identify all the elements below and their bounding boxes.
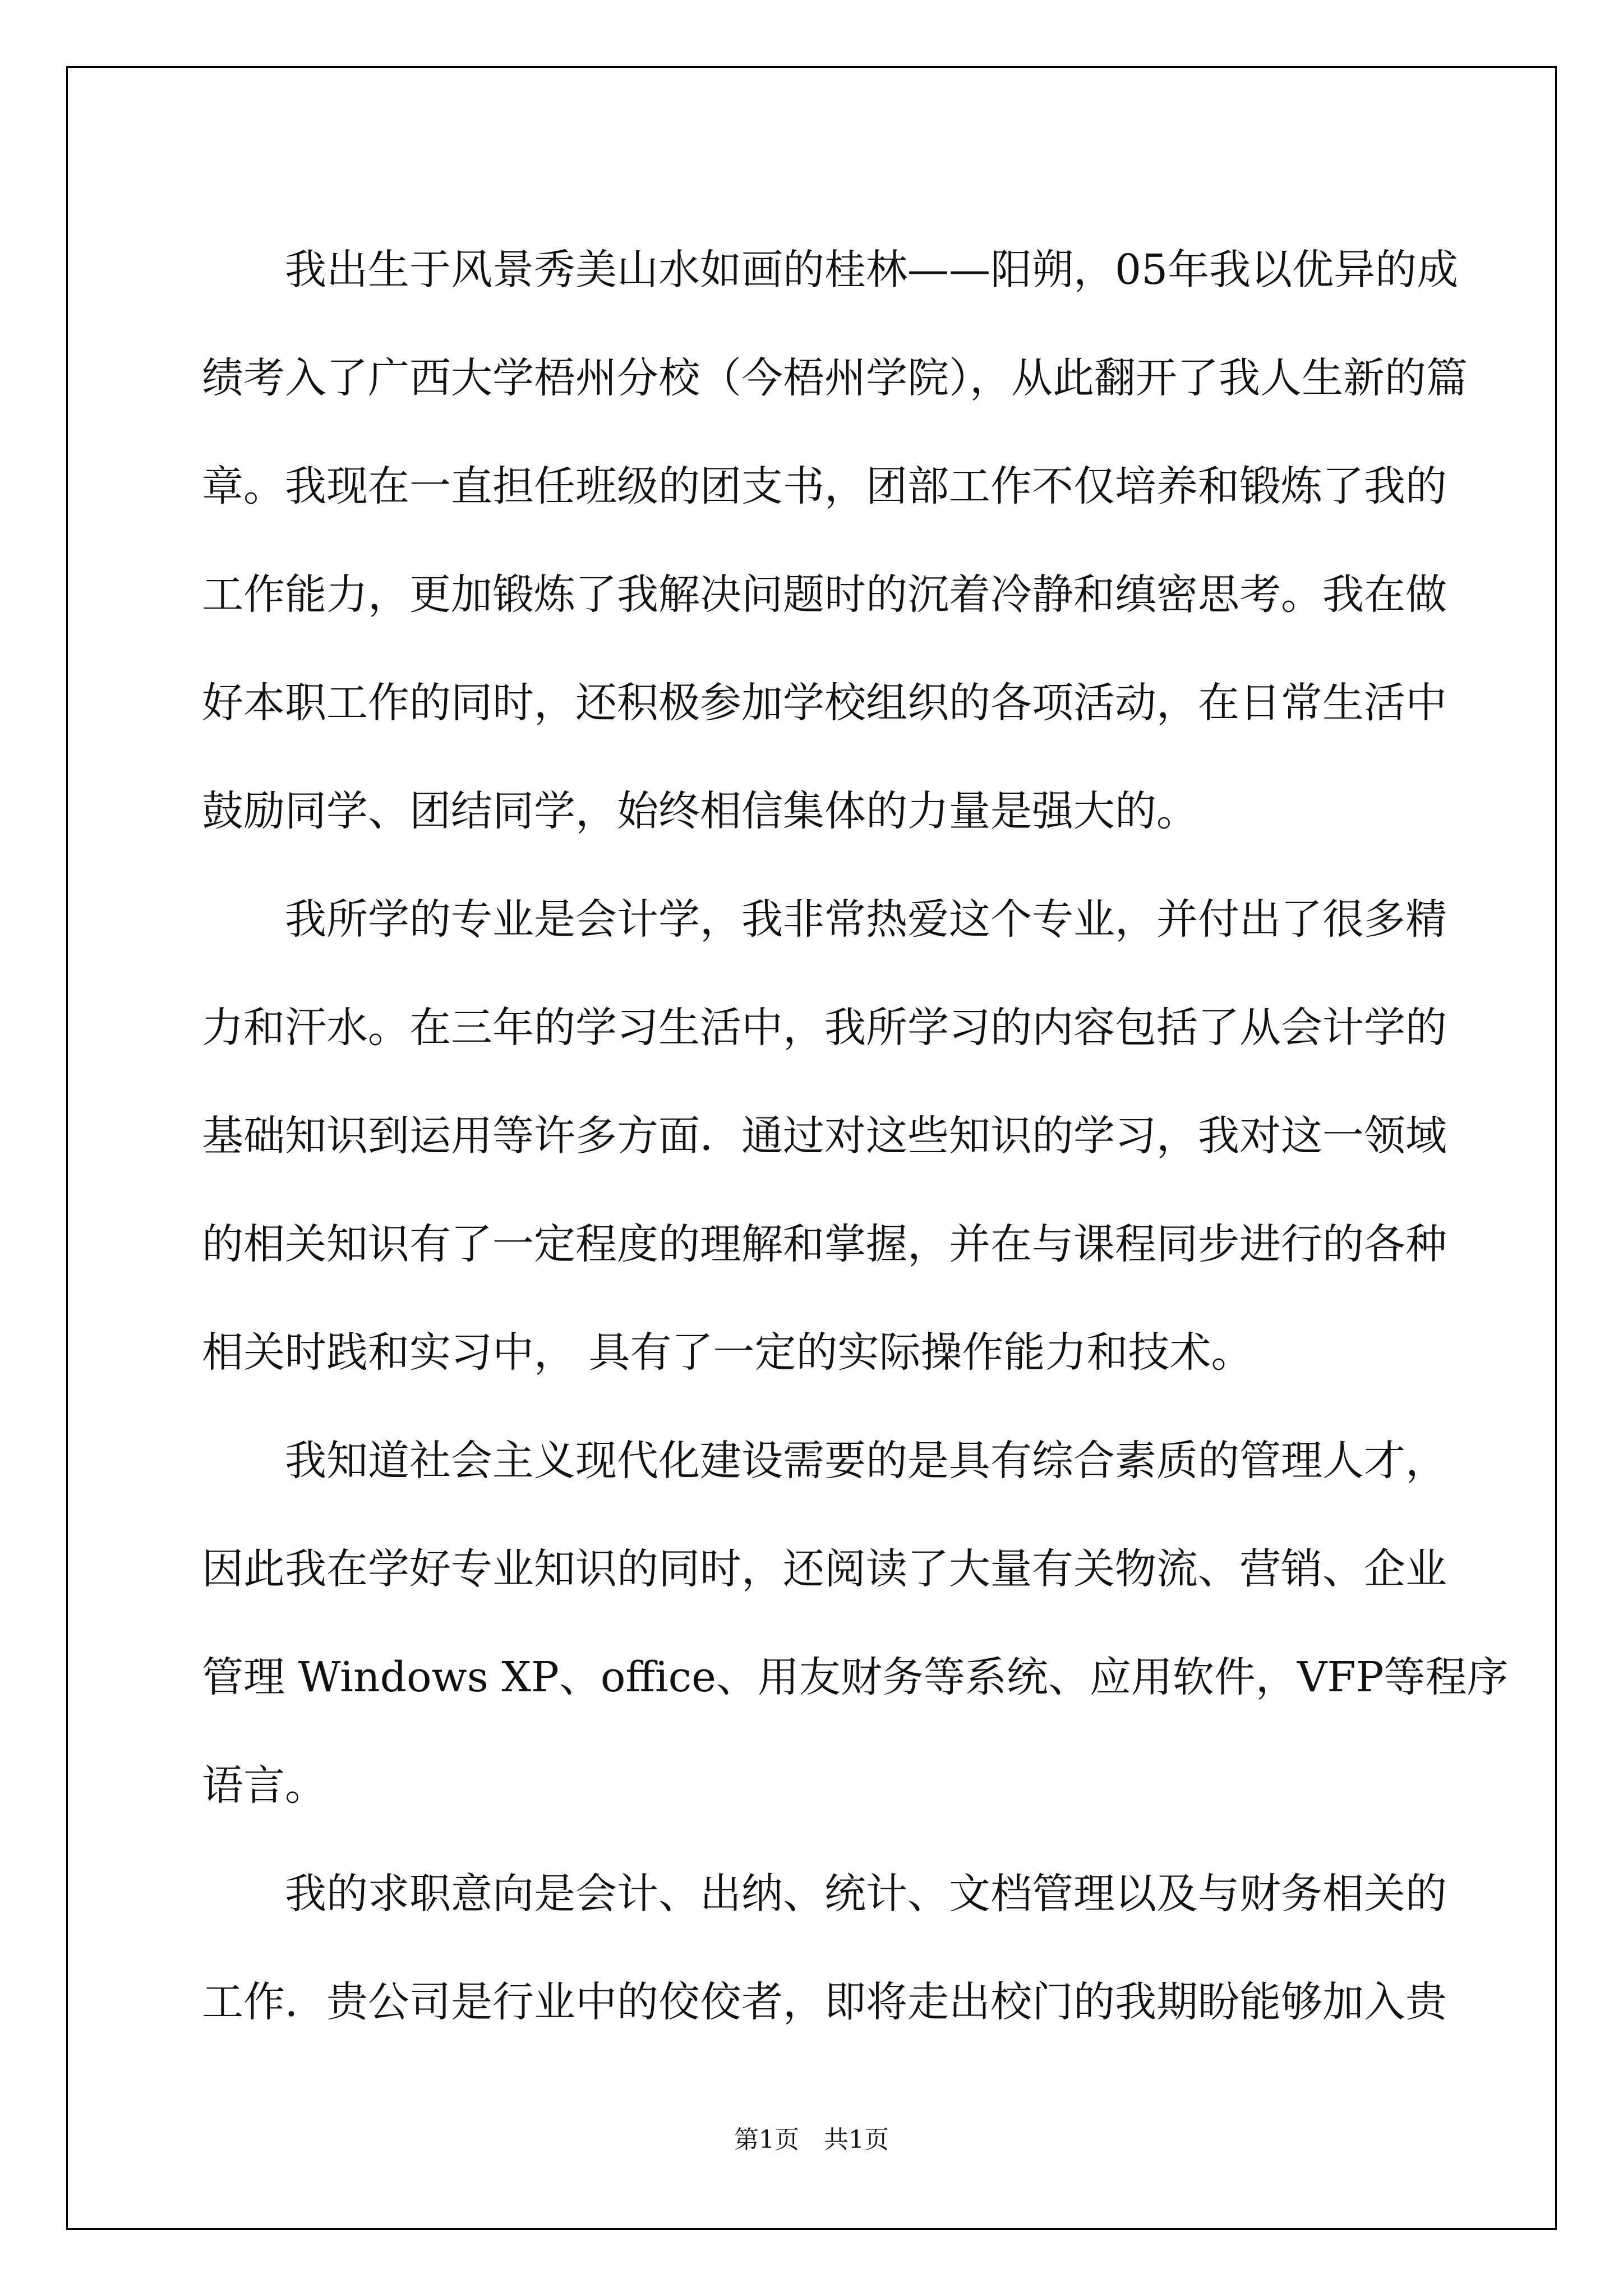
text-line: 好本职工作的同时，还积极参加学校组织的各项活动，在日常生活中 (202, 679, 1447, 727)
text-line: 章。我现在一直担任班级的团支书，团部工作不仅培养和锻炼了我的 (202, 462, 1447, 510)
text-line: 管理 Windows XP、office、用友财务等系统、应用软件，VFP等程序 (202, 1653, 1509, 1701)
text-line: 的相关知识有了一定程度的理解和掌握，并在与课程同步进行的各种 (202, 1220, 1447, 1268)
text-line: 我出生于风景秀美山水如画的桂林——阳朔，05年我以优异的成 (285, 246, 1459, 294)
text-line: 我知道社会主义现代化建设需要的是具有综合素质的管理人才， (285, 1437, 1447, 1485)
text-line: 我所学的专业是会计学，我非常热爱这个专业，并付出了很多精 (285, 895, 1447, 944)
document-body (202, 216, 1509, 2056)
text-line: 绩考入了广西大学梧州分校（今梧州学院），从此翻开了我人生新的篇 (202, 354, 1468, 402)
text-line: 语言。 (202, 1761, 326, 1810)
text-line: 工作能力，更加锻炼了我解决问题时的沉着冷静和缜密思考。我在做 (202, 570, 1447, 619)
text-line: 因此我在学好专业知识的同时，还阅读了大量有关物流、营销、企业 (202, 1545, 1447, 1593)
text-line: 力和汗水。在三年的学习生活中，我所学习的内容包括了从会计学的 (202, 1004, 1447, 1052)
text-line: 相关时践和实习中， 具有了一定的实际操作能力和技术。 (202, 1328, 1253, 1377)
text-line: 我的求职意向是会计、出纳、统计、文档管理以及与财务相关的 (285, 1870, 1447, 1918)
text-line: 工作．贵公司是行业中的佼佼者，即将走出校门的我期盼能够加入贵 (202, 1978, 1447, 2026)
text-line: 鼓励同学、团结同学，始终相信集体的力量是强大的。 (202, 787, 1198, 835)
text-line: 基础知识到运用等许多方面．通过对这些知识的学习，我对这一领域 (202, 1112, 1447, 1160)
page-footer: 第1页 共1页 (734, 2125, 889, 2154)
